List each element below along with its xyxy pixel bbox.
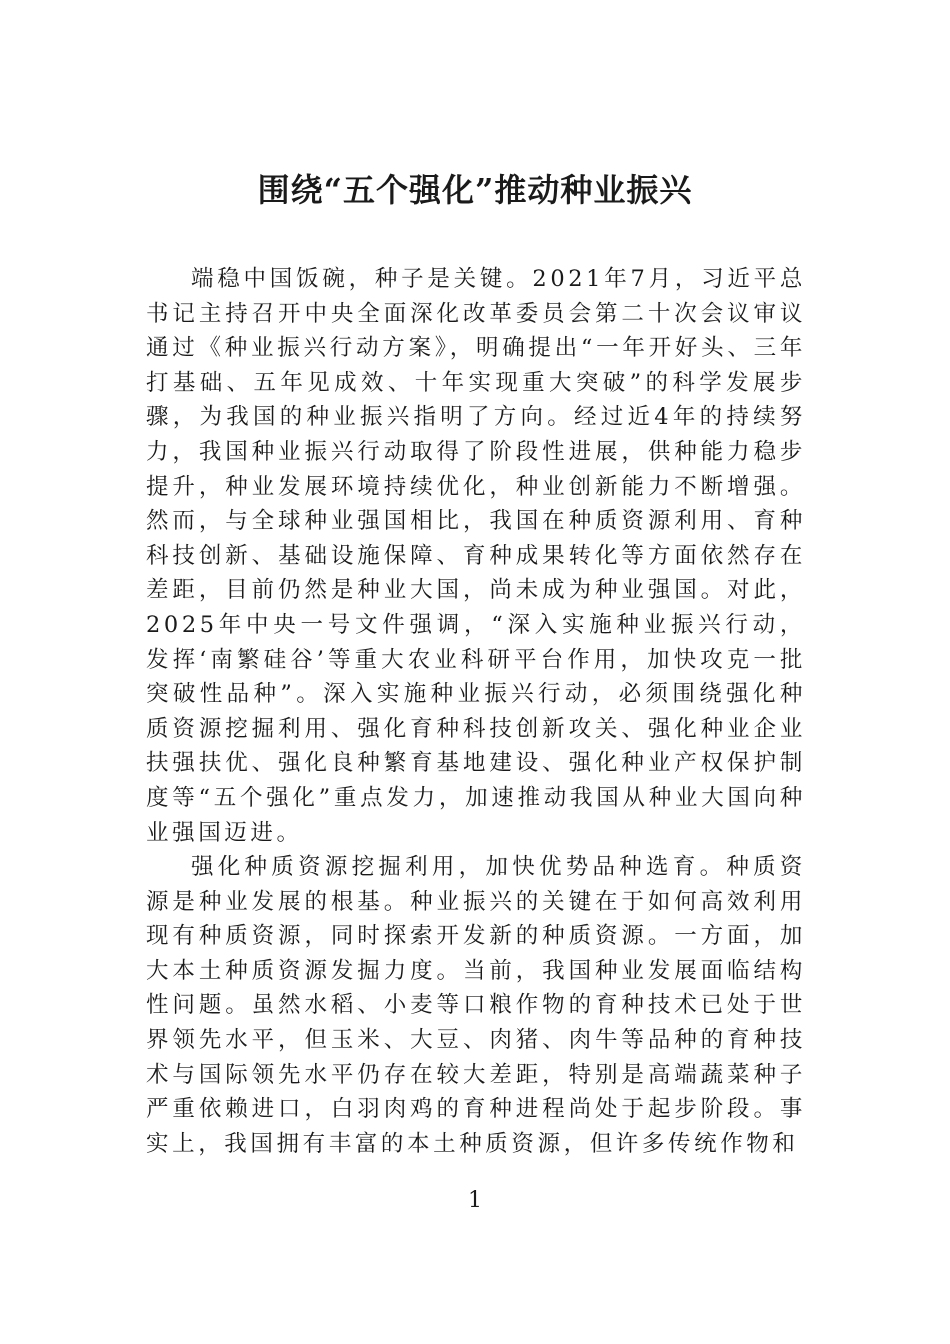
document-body (146, 262, 806, 1161)
paragraph-2: 强化种质资源挖掘利用，加快优势品种选育。种质资源是种业发展的根基。种业振兴的关键在于如何高效利用现有种质资源，同时探索开发新的种质资源。一方面，加大本土种质资源发掘力度。当前，我国种业发展面临结构性问题。虽然水稻、小麦等口粮作物的育种技术已处于世界领先水平，但玉米、大豆、肉猪、肉牛等品种的育种技术与国际领先水平仍存在较大差距，特别是高端蔬菜种子严重依赖进口，白羽肉鸡的育种进程尚处于起步阶段。事实上，我国拥有丰富的本土种质资源，但许多传统作物和 (146, 854, 806, 1157)
page-number: 1 (468, 1188, 482, 1213)
paragraph-1: 端稳中国饭碗，种子是关键。2021年7月，习近平总书记主持召开中央全面深化改革委员会第二十次会议审议通过《种业振兴行动方案》，明确提出“一年开好头、三年打基础、五年见成效、十年实现重大突破”的科学发展步骤，为我国的种业振兴指明了方向。经过近4年的持续努力，我国种业振兴行动取得了阶段性进展，供种能力稳步提升，种业发展环境持续优化，种业创新能力不断增强。然而，与全球种业强国相比，我国在种质资源利用、育种科技创新、基础设施保障、育种成果转化等方面依然存在差距，目前仍然是种业大国，尚未成为种业强国。对此，2025年中央一号文件强调，“深入实施种业振兴行动，发挥‘南繁硅谷’等重大农业科研平台作用，加快攻克一批突破性品种”。深入实施种业振兴行动，必须围绕强化种质资源挖掘利用、强化育种科技创新攻关、强化种业企业扶强扶优、强化良种繁育基地建设、强化种业产权保护制度等“五个强化”重点发力，加速推动我国从种业大国向种业强国迈进。 (146, 266, 806, 846)
document-title: 围绕“五个强化”推动种业振兴 (257, 171, 693, 209)
